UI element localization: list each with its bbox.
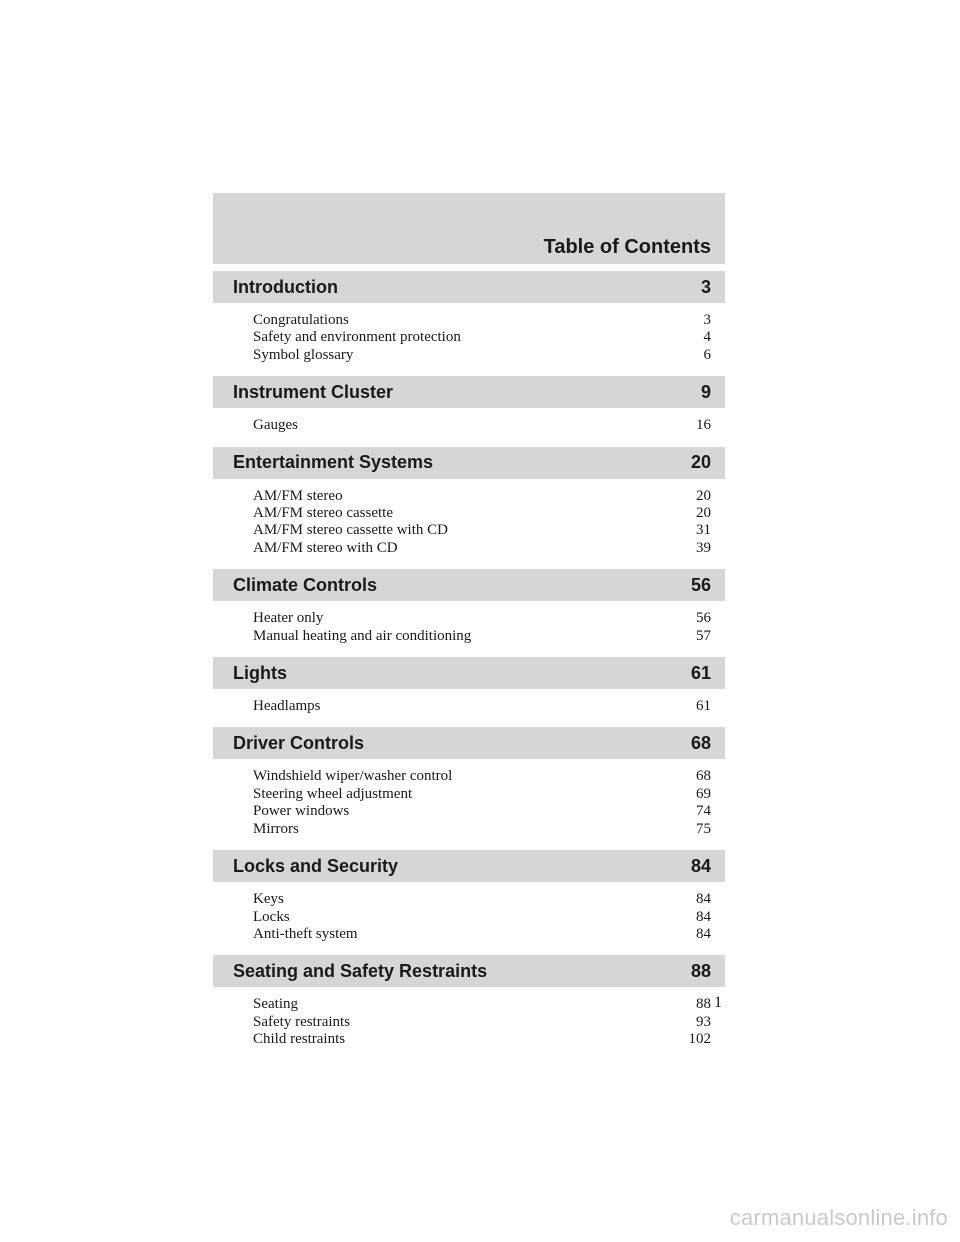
toc-entry[interactable] — [253, 522, 711, 539]
toc-entry-page: 20 — [696, 505, 711, 522]
toc-entry-page: 68 — [696, 768, 711, 785]
section-page: 3 — [700, 276, 711, 297]
toc-sections — [213, 271, 725, 1061]
toc-entry[interactable] — [253, 996, 711, 1013]
toc-entry-page: 93 — [696, 1013, 711, 1030]
toc-section-seating-and-safety-restraints — [213, 955, 725, 1060]
toc-entry-label: Child restraints — [253, 1031, 346, 1048]
toc-entry[interactable] — [253, 803, 711, 820]
toc-entry-label: Safety and environment protection — [253, 329, 461, 346]
toc-header-banner — [213, 193, 725, 264]
toc-entry[interactable] — [253, 1031, 711, 1048]
toc-entry-page: 4 — [703, 329, 711, 346]
section-page: 56 — [690, 574, 711, 595]
toc-entry-page: 74 — [696, 803, 711, 820]
section-heading[interactable] — [213, 447, 725, 479]
toc-entry[interactable] — [253, 698, 711, 715]
section-heading[interactable] — [213, 727, 725, 759]
toc-entry[interactable] — [253, 768, 711, 785]
toc-entry[interactable] — [253, 926, 711, 943]
toc-section-climate-controls — [213, 569, 725, 657]
section-page: 88 — [690, 960, 711, 981]
toc-entry-label: AM/FM stereo cassette with CD — [253, 522, 448, 539]
toc-entry[interactable] — [253, 628, 711, 645]
toc-entry-label: Safety restraints — [253, 1013, 351, 1030]
section-heading[interactable] — [213, 569, 725, 601]
section-heading[interactable] — [213, 955, 725, 987]
toc-entry-label: Gauges — [253, 417, 298, 434]
toc-entry-label: Power windows — [253, 803, 350, 820]
toc-entry-label: AM/FM stereo cassette — [253, 505, 393, 522]
toc-entry-page: 20 — [696, 487, 711, 504]
toc-entry-label: Seating — [253, 996, 298, 1013]
toc-section-lights — [213, 657, 725, 727]
toc-entry-page: 56 — [696, 610, 711, 627]
toc-entry-page: 102 — [688, 1031, 711, 1048]
toc-entry[interactable] — [253, 1014, 711, 1031]
toc-entry-page: 88 — [696, 996, 711, 1013]
section-heading[interactable] — [213, 376, 725, 408]
toc-entry-label: Symbol glossary — [253, 346, 354, 363]
section-page: 61 — [690, 662, 711, 683]
page-number: 1 — [714, 994, 722, 1011]
toc-section-entertainment-systems — [213, 447, 725, 570]
toc-entry[interactable] — [253, 488, 711, 505]
toc-entry[interactable] — [253, 786, 711, 803]
toc-entry-page: 61 — [696, 698, 711, 715]
toc-entry[interactable] — [253, 505, 711, 522]
toc-entry-page: 31 — [696, 522, 711, 539]
toc-entry-label: Headlamps — [253, 698, 321, 715]
toc-entry[interactable] — [253, 821, 711, 838]
toc-entry[interactable] — [253, 610, 711, 627]
section-page: 68 — [690, 732, 711, 753]
toc-entry-label: Locks — [253, 908, 290, 925]
toc-entry-label: Mirrors — [253, 820, 299, 837]
toc-entry-page: 84 — [696, 908, 711, 925]
toc-entry-label: Manual heating and air conditioning — [253, 627, 472, 644]
section-title: Lights — [233, 662, 287, 683]
toc-entry-page: 57 — [696, 627, 711, 644]
section-title: Seating and Safety Restraints — [233, 960, 488, 981]
toc-entry-label: AM/FM stereo with CD — [253, 539, 398, 556]
section-title: Entertainment Systems — [233, 452, 434, 473]
toc-entry-page: 39 — [696, 539, 711, 556]
toc-entry[interactable] — [253, 347, 711, 364]
section-title: Driver Controls — [233, 732, 365, 753]
toc-entry-page: 69 — [696, 785, 711, 802]
toc-entry-label: Windshield wiper/washer control — [253, 768, 453, 785]
section-heading[interactable] — [213, 850, 725, 882]
section-page: 20 — [690, 452, 711, 473]
toc-entry-page: 84 — [696, 925, 711, 942]
page-title: Table of Contents — [543, 236, 711, 258]
toc-entry-label: Heater only — [253, 610, 324, 627]
section-heading[interactable] — [213, 657, 725, 689]
section-title: Locks and Security — [233, 855, 399, 876]
toc-entry-label: Steering wheel adjustment — [253, 785, 413, 802]
toc-entry[interactable] — [253, 540, 711, 557]
toc-entry-page: 3 — [703, 312, 711, 328]
section-title: Instrument Cluster — [233, 381, 394, 402]
toc-entry[interactable] — [253, 909, 711, 926]
toc-entry[interactable] — [253, 329, 711, 346]
toc-section-locks-and-security — [213, 850, 725, 955]
section-heading[interactable] — [213, 271, 725, 303]
site-watermark: carmanualsonline.info — [729, 1205, 948, 1230]
toc-section-introduction — [213, 271, 725, 376]
toc-section-instrument-cluster — [213, 376, 725, 446]
toc-entry[interactable] — [253, 417, 711, 434]
toc-entry[interactable] — [253, 312, 711, 329]
toc-entry-label: Keys — [253, 891, 284, 908]
toc-entry-page: 84 — [696, 891, 711, 908]
section-page: 9 — [700, 381, 711, 402]
section-page: 84 — [690, 855, 711, 876]
toc-entry-page: 6 — [703, 346, 711, 363]
toc-entry-label: AM/FM stereo — [253, 487, 343, 504]
toc-entry-page: 75 — [696, 820, 711, 837]
toc-entry-label: Anti-theft system — [253, 925, 358, 942]
toc-entry-label: Congratulations — [253, 312, 349, 328]
section-title: Climate Controls — [233, 574, 378, 595]
toc-entry[interactable] — [253, 891, 711, 908]
toc-section-driver-controls — [213, 727, 725, 850]
section-title: Introduction — [233, 276, 338, 297]
toc-entry-page: 16 — [696, 417, 711, 434]
